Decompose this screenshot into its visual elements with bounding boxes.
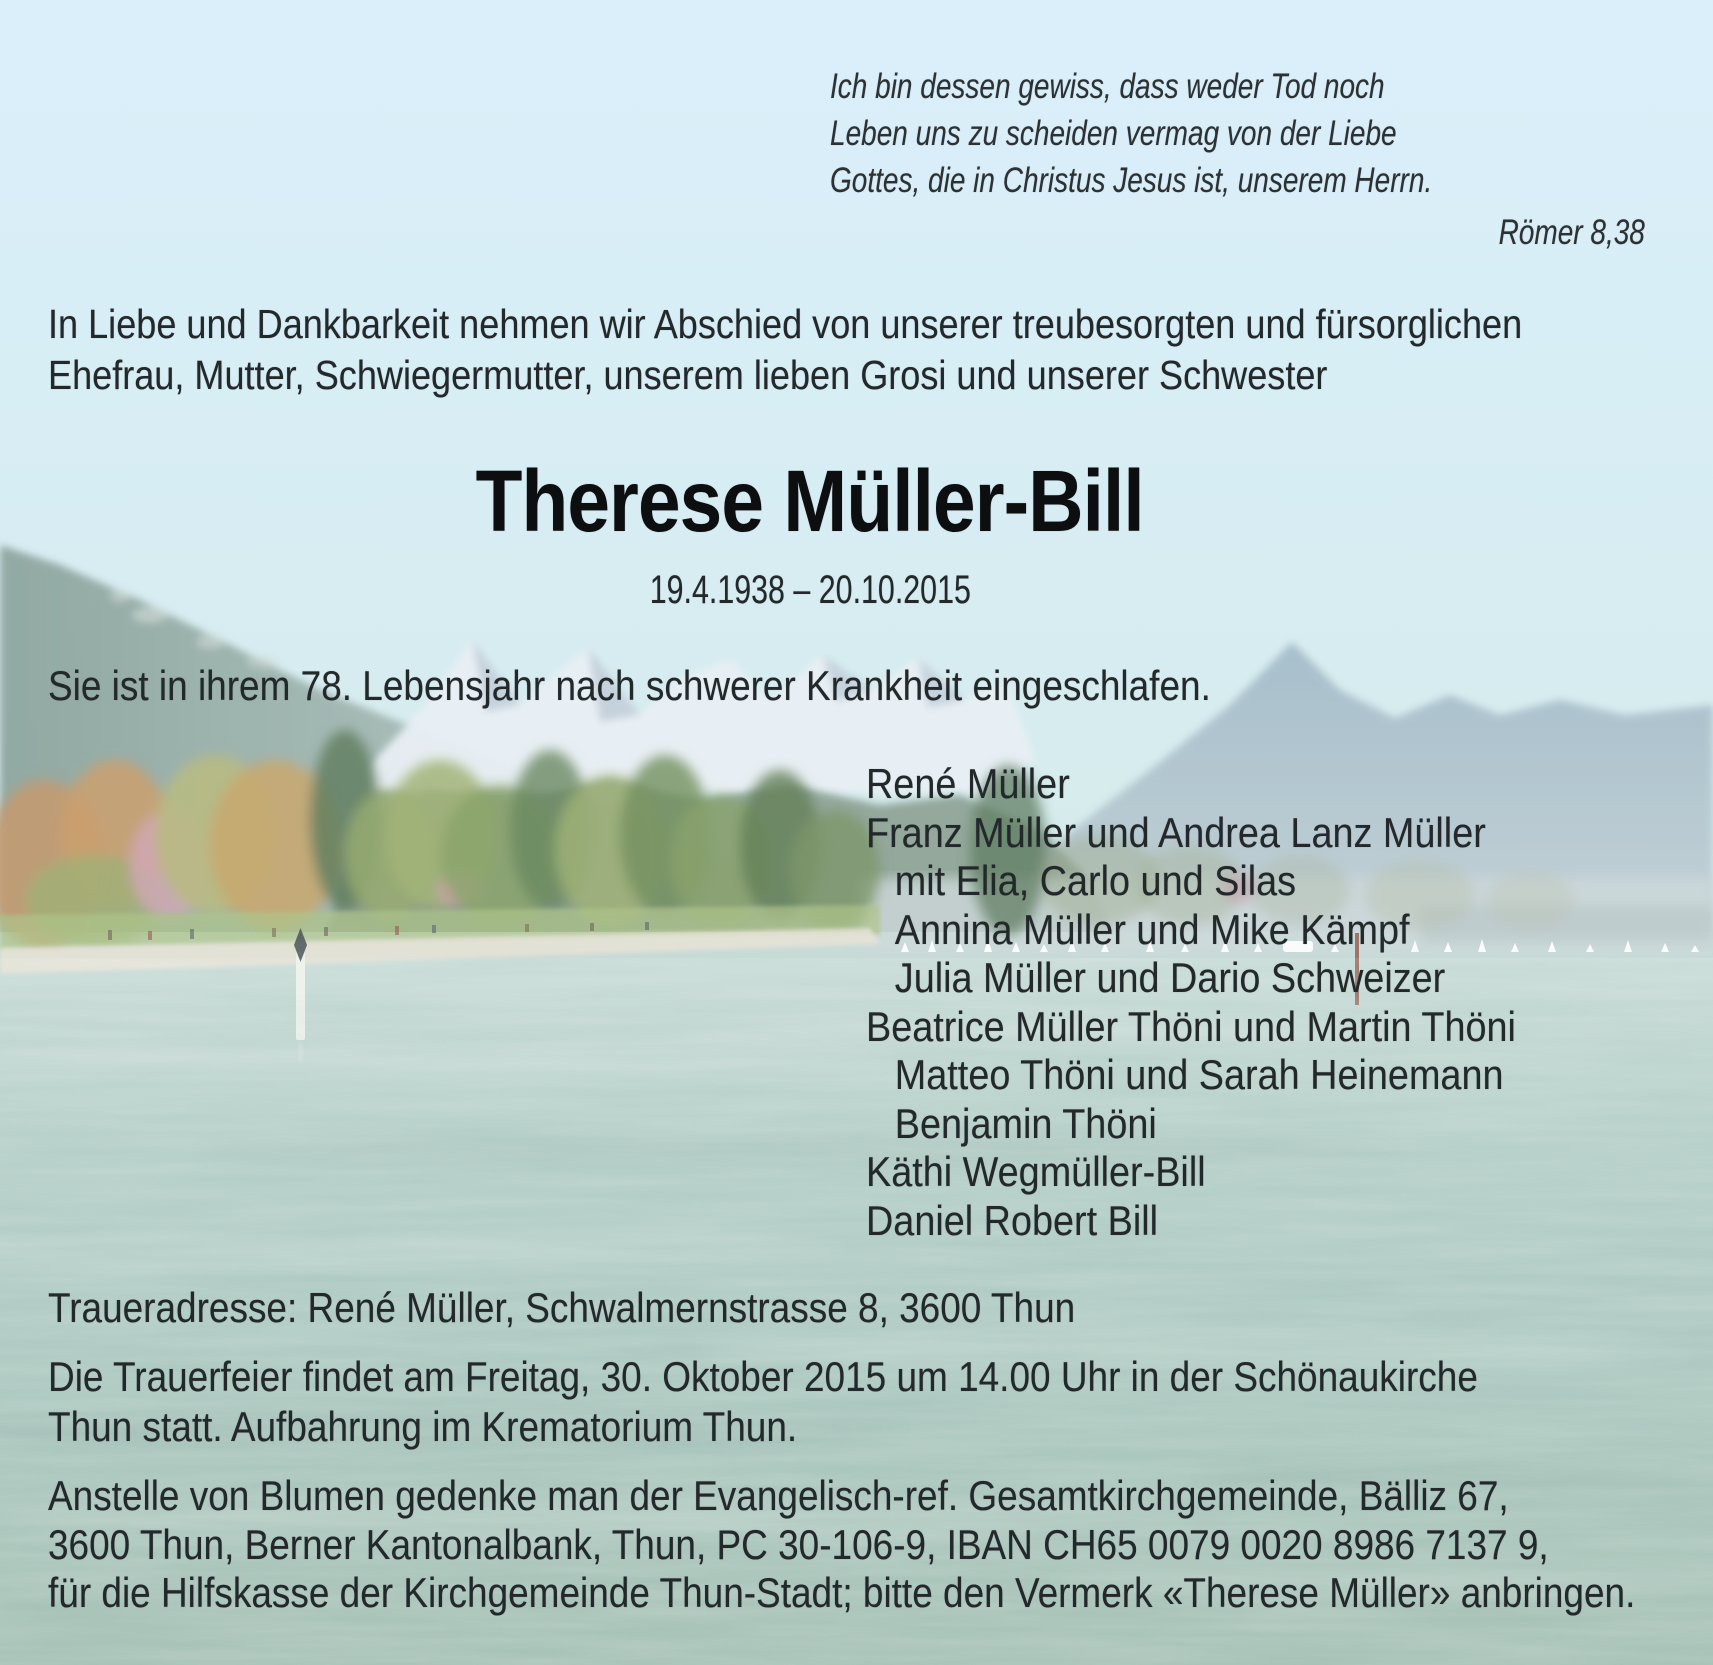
mourner-line: Benjamin Thöni: [894, 1099, 1157, 1147]
life-dates: [0, 568, 1620, 613]
mourner-line: Julia Müller und Dario Schweizer: [894, 954, 1446, 1001]
mourner-line: Beatrice Müller Thöni und Martin Thöni: [866, 1002, 1516, 1050]
quote-line: Leben uns zu scheiden vermag von der Liebe: [830, 114, 1397, 153]
bible-reference: Römer 8,38: [1498, 213, 1645, 252]
life-dates-text: 19.4.1938 – 20.10.2015: [649, 568, 971, 612]
quote-line: Ich bin dessen gewiss, dass weder Tod noch: [830, 67, 1385, 106]
mourner-line: mit Elia, Carlo und Silas: [894, 857, 1297, 904]
deceased-name: [0, 452, 1620, 552]
mourner-line: René Müller: [866, 760, 1070, 807]
donation-line: für die Hilfskasse der Kirchgemeinde Thun-Stadt; bitte den Vermerk «Therese Müller» anbringen.: [48, 1569, 1636, 1617]
bible-quote: [830, 63, 1432, 204]
funeral-service-info: [48, 1352, 1478, 1452]
quote-line: Gottes, die in Christus Jesus ist, unserem Herrn.: [830, 161, 1433, 200]
service-line: Thun statt. Aufbahrung im Krematorium Thun.: [48, 1403, 798, 1450]
intro-line: In Liebe und Dankbarkeit nehmen wir Abschied von unserer treubesorgten und fürsorglichen: [48, 301, 1523, 347]
deceased-name-text: Therese Müller-Bill: [475, 453, 1145, 550]
service-line: Die Trauerfeier findet am Freitag, 30. Oktober 2015 um 14.00 Uhr in der Schönaukirche: [48, 1353, 1478, 1400]
mourners-list: [866, 760, 1516, 1245]
mourner-line: Annina Müller und Mike Kämpf: [894, 905, 1410, 953]
death-announcement: Sie ist in ihrem 78. Lebensjahr nach schwerer Krankheit eingeschlafen.: [48, 662, 1211, 709]
mourner-line: Franz Müller und Andrea Lanz Müller: [866, 808, 1486, 856]
mourner-line: Daniel Robert Bill: [866, 1196, 1159, 1244]
donation-info: [48, 1472, 1635, 1618]
intro-line: Ehefrau, Mutter, Schwiegermutter, unserem lieben Grosi und unserer Schwester: [48, 352, 1328, 398]
mourning-address: Traueradresse: René Müller, Schwalmernstrasse 8, 3600 Thun: [48, 1284, 1076, 1331]
intro-paragraph: [48, 299, 1522, 401]
mourner-line: Käthi Wegmüller-Bill: [866, 1148, 1206, 1195]
donation-line: Anstelle von Blumen gedenke man der Evangelisch-ref. Gesamtkirchgemeinde, Bälliz 67,: [48, 1472, 1509, 1519]
mourner-line: Matteo Thöni und Sarah Heinemann: [894, 1051, 1504, 1098]
donation-line: 3600 Thun, Berner Kantonalbank, Thun, PC 30-106-9, IBAN CH65 0079 0020 8986 7137 9,: [48, 1520, 1549, 1568]
